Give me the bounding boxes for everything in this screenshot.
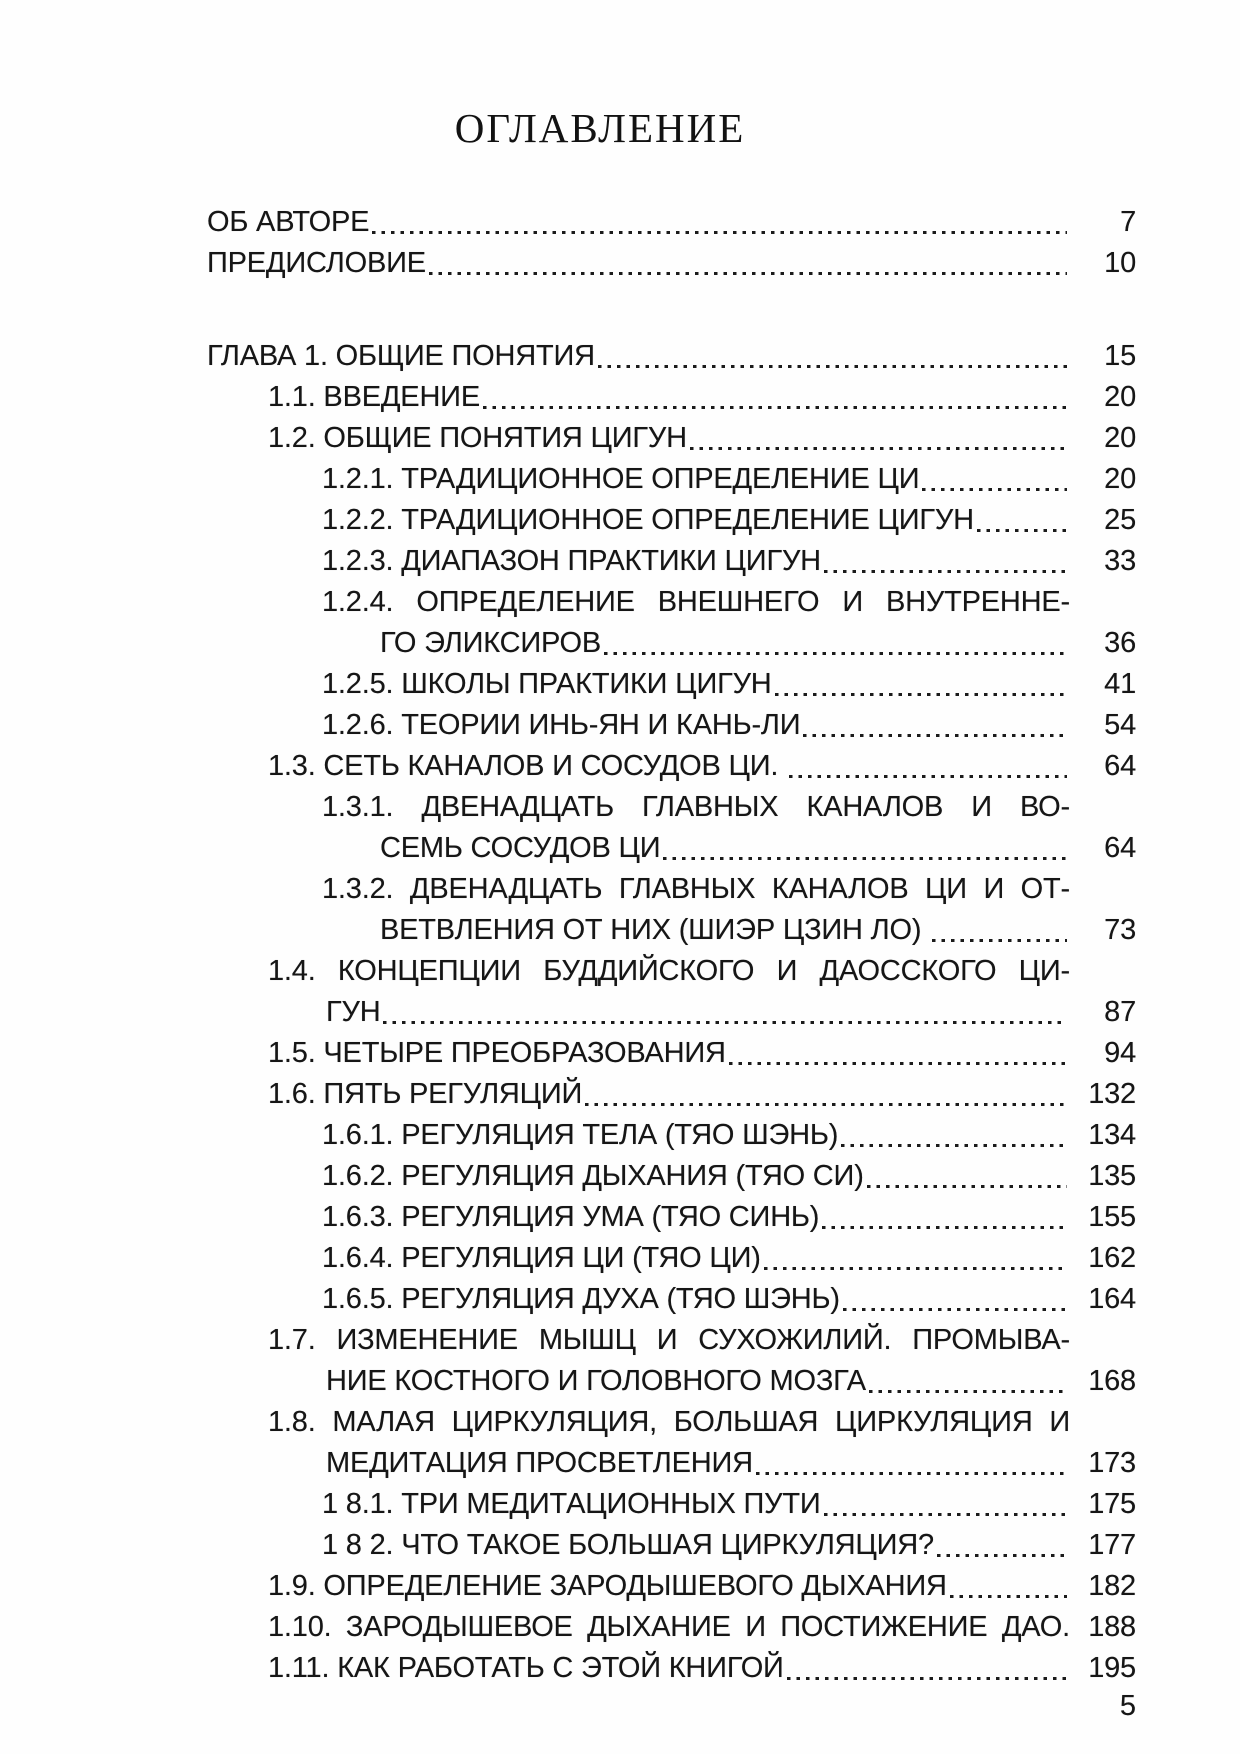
toc-entry-line — [322, 1115, 1136, 1156]
toc-entry-text: 1.3.2. ДВЕНАДЦАТЬ ГЛАВНЫХ КАНАЛОВ ЦИ И ОТ- — [322, 873, 1070, 905]
toc-entry-line — [322, 1238, 1136, 1279]
dot-leader — [660, 828, 1070, 869]
toc-entry-line — [268, 1566, 1136, 1607]
dot-leader — [595, 336, 1070, 377]
page-number: 164 — [1088, 1283, 1136, 1315]
toc-entry-text: ПРЕДИСЛОВИЕ — [207, 247, 426, 279]
dot-leader — [840, 1279, 1070, 1320]
toc-entry-text: 1.9. ОПРЕДЕЛЕНИЕ ЗАРОДЫШЕВОГО ДЫХАНИЯ — [268, 1570, 947, 1602]
dot-leader — [772, 664, 1070, 705]
toc-entry-line — [322, 1156, 1136, 1197]
dot-leader — [369, 202, 1070, 243]
page-number: 155 — [1088, 1201, 1136, 1233]
dot-leader — [800, 705, 1070, 746]
dot-leader — [838, 1115, 1070, 1156]
toc-entry-text: МЕДИТАЦИЯ ПРОСВЕТЛЕНИЯ — [326, 1447, 753, 1479]
page-number: 188 — [1088, 1611, 1136, 1643]
page-number: 64 — [1104, 750, 1136, 782]
toc-entry-line — [268, 1443, 1136, 1484]
toc-entry-line — [322, 541, 1136, 582]
dot-leader — [753, 1443, 1070, 1484]
toc-entry-line — [322, 1484, 1136, 1525]
toc-entry — [207, 377, 1136, 418]
toc-entry-text: 1.2. ОБЩИЕ ПОНЯТИЯ ЦИГУН — [268, 422, 687, 454]
toc-entry — [207, 1484, 1136, 1525]
page-number: 25 — [1104, 504, 1136, 536]
toc-entry — [207, 1074, 1136, 1115]
toc-entry-text: 1.2.5. ШКОЛЫ ПРАКТИКИ ЦИГУН — [322, 668, 772, 700]
page-number: 54 — [1104, 709, 1136, 741]
toc-entry-line — [322, 1197, 1136, 1238]
toc-entry — [207, 1156, 1136, 1197]
page-number: 20 — [1104, 381, 1136, 413]
toc-entry-line — [322, 828, 1136, 869]
toc-entry-text: 1.6. ПЯТЬ РЕГУЛЯЦИЙ — [268, 1078, 583, 1110]
toc-entry-text: 1.6.3. РЕГУЛЯЦИЯ УМА (ТЯО СИНЬ) — [322, 1201, 820, 1233]
toc-entry — [207, 1402, 1136, 1484]
toc-entry — [207, 418, 1136, 459]
page-number: 41 — [1104, 668, 1136, 700]
page-number: 162 — [1088, 1242, 1136, 1274]
dot-leader — [929, 910, 1070, 951]
toc-entry — [207, 1279, 1136, 1320]
dot-leader — [974, 500, 1070, 541]
toc-entry — [207, 1033, 1136, 1074]
toc-entry-text: 1.2.6. ТЕОРИИ ИНЬ-ЯН И КАНЬ-ЛИ — [322, 709, 801, 741]
toc-entry-line — [268, 418, 1136, 459]
toc-entry-line — [322, 1279, 1136, 1320]
toc-entry-line — [268, 1074, 1136, 1115]
dot-leader — [761, 1238, 1070, 1279]
toc-entry-line — [207, 243, 1136, 284]
dot-leader — [380, 992, 1070, 1033]
toc-entry-line — [268, 1033, 1136, 1074]
footer-page-number: 5 — [1119, 1690, 1136, 1722]
toc-entry — [207, 336, 1136, 377]
page-number: 134 — [1088, 1119, 1136, 1151]
toc-entry-text: 1.6.5. РЕГУЛЯЦИЯ ДУХА (ТЯО ШЭНЬ) — [322, 1283, 840, 1315]
toc-entry-text: ГУН — [326, 996, 381, 1028]
toc-entry-text: 1.7. ИЗМЕНЕНИЕ МЫШЦ И СУХОЖИЛИЙ. ПРОМЫВА- — [268, 1324, 1070, 1356]
toc-entry-text: 1 8 2. ЧТО ТАКОЕ БОЛЬШАЯ ЦИРКУЛЯЦИЯ? — [322, 1529, 934, 1561]
toc-entry-text: 1.2.3. ДИАПАЗОН ПРАКТИКИ ЦИГУН — [322, 545, 821, 577]
dot-leader — [480, 377, 1070, 418]
toc-entry-line — [268, 992, 1136, 1033]
toc-entry-text: ВЕТВЛЕНИЯ ОТ НИХ (ШИЭР ЦЗИН ЛО) — [380, 914, 930, 946]
toc-entry-text: ГО ЭЛИКСИРОВ — [380, 627, 602, 659]
toc-entry-line — [268, 746, 1136, 787]
toc-entry — [207, 1115, 1136, 1156]
page-number: 173 — [1088, 1447, 1136, 1479]
toc-entry — [207, 746, 1136, 787]
dot-leader — [601, 623, 1070, 664]
page-number: 132 — [1088, 1078, 1136, 1110]
dot-leader — [582, 1074, 1070, 1115]
page-number: 177 — [1088, 1529, 1136, 1561]
toc-entry-text: 1.3.1. ДВЕНАДЦАТЬ ГЛАВНЫХ КАНАЛОВ И ВО- — [322, 791, 1070, 823]
toc-entry-line — [268, 1648, 1136, 1689]
toc-entry-text: 1 8.1. ТРИ МЕДИТАЦИОННЫХ ПУТИ — [322, 1488, 821, 1520]
toc-entry-line — [268, 1607, 1136, 1648]
page-number: 64 — [1104, 832, 1136, 864]
dot-leader — [687, 418, 1070, 459]
page-number: 33 — [1104, 545, 1136, 577]
toc-entry — [207, 1320, 1136, 1402]
page-number: 87 — [1104, 996, 1136, 1028]
toc-entry-line — [207, 336, 1136, 377]
toc-entry-line — [207, 202, 1136, 243]
toc-entry-text: 1.2.4. ОПРЕДЕЛЕНИЕ ВНЕШНЕГО И ВНУТРЕННЕ- — [322, 586, 1070, 618]
toc-entry-text: 1.10. ЗАРОДЫШЕВОЕ ДЫХАНИЕ И ПОСТИЖЕНИЕ ДАО. — [268, 1611, 1070, 1643]
dot-leader — [821, 1484, 1071, 1525]
page-number: 20 — [1104, 463, 1136, 495]
dot-leader — [934, 1525, 1070, 1566]
toc-entry-line — [322, 664, 1136, 705]
toc-entry-text: 1.3. СЕТЬ КАНАЛОВ И СОСУДОВ ЦИ. — [268, 750, 787, 782]
page-number: 36 — [1104, 627, 1136, 659]
toc-entry-text: ГЛАВА 1. ОБЩИЕ ПОНЯТИЯ — [207, 340, 595, 372]
toc-entry — [207, 787, 1136, 869]
toc-entry-line — [322, 1525, 1136, 1566]
page-title: ОГЛАВЛЕНИЕ — [454, 105, 746, 151]
toc-entry — [207, 1197, 1136, 1238]
dot-leader — [786, 746, 1070, 787]
toc-entry-text: 1.5. ЧЕТЫРЕ ПРЕОБРАЗОВАНИЯ — [268, 1037, 726, 1069]
toc-entry-text: 1.2.2. ТРАДИЦИОННОЕ ОПРЕДЕЛЕНИЕ ЦИГУН — [322, 504, 974, 536]
dot-leader — [426, 243, 1070, 284]
dot-leader — [919, 459, 1070, 500]
toc-entry-text: 1.2.1. ТРАДИЦИОННОЕ ОПРЕДЕЛЕНИЕ ЦИ — [322, 463, 920, 495]
dot-leader — [821, 541, 1070, 582]
toc-entry-text: ОБ АВТОРЕ — [207, 206, 370, 238]
page-number: 94 — [1104, 1037, 1136, 1069]
page-number: 168 — [1088, 1365, 1136, 1397]
toc-entry-line — [322, 623, 1136, 664]
toc-entry-line — [268, 1361, 1136, 1402]
dot-leader — [866, 1361, 1070, 1402]
page-number: 15 — [1104, 340, 1136, 372]
toc-entry-text: 1.6.2. РЕГУЛЯЦИЯ ДЫХАНИЯ (ТЯО СИ) — [322, 1160, 864, 1192]
toc-entry — [207, 1566, 1136, 1607]
toc-entry — [207, 541, 1136, 582]
toc-entry — [207, 202, 1136, 243]
toc-entry-line — [268, 377, 1136, 418]
toc-entry-line — [322, 910, 1136, 951]
toc-entry-line — [322, 500, 1136, 541]
toc-entry — [207, 243, 1136, 284]
dot-leader — [726, 1033, 1070, 1074]
dot-leader — [947, 1566, 1070, 1607]
toc-entry-text: НИЕ КОСТНОГО И ГОЛОВНОГО МОЗГА — [326, 1365, 866, 1397]
toc-entry-line — [322, 459, 1136, 500]
page-number: 135 — [1088, 1160, 1136, 1192]
toc-entry — [207, 500, 1136, 541]
page-number: 73 — [1104, 914, 1136, 946]
toc-entry — [207, 951, 1136, 1033]
page-number: 195 — [1088, 1652, 1136, 1684]
toc-entry-line — [322, 705, 1136, 746]
toc-entry — [207, 459, 1136, 500]
toc-entry — [207, 1525, 1136, 1566]
toc-entry-text: 1.6.4. РЕГУЛЯЦИЯ ЦИ (ТЯО ЦИ) — [322, 1242, 761, 1274]
page-number: 182 — [1088, 1570, 1136, 1602]
toc-entry-text: СЕМЬ СОСУДОВ ЦИ — [380, 832, 661, 864]
table-of-contents — [207, 202, 1136, 1689]
page-number: 7 — [1120, 206, 1136, 238]
toc-entry — [207, 1607, 1136, 1648]
dot-leader — [864, 1156, 1070, 1197]
page-number: 20 — [1104, 422, 1136, 454]
dot-leader — [784, 1648, 1070, 1689]
toc-entry — [207, 1648, 1136, 1689]
toc-entry — [207, 705, 1136, 746]
toc-entry — [207, 869, 1136, 951]
toc-entry — [207, 1238, 1136, 1279]
toc-entry-text: 1.1. ВВЕДЕНИЕ — [268, 381, 480, 413]
toc-entry-text: 1.8. МАЛАЯ ЦИРКУЛЯЦИЯ, БОЛЬШАЯ ЦИРКУЛЯЦИЯ И — [268, 1406, 1070, 1438]
toc-entry — [207, 582, 1136, 664]
toc-entry-text: 1.4. КОНЦЕПЦИИ БУДДИЙСКОГО И ДАОССКОГО ЦИ- — [268, 955, 1070, 987]
toc-entry-text: 1.6.1. РЕГУЛЯЦИЯ ТЕЛА (ТЯО ШЭНЬ) — [322, 1119, 839, 1151]
page-number: 10 — [1104, 247, 1136, 279]
toc-entry-text: 1.11. КАК РАБОТАТЬ С ЭТОЙ КНИГОЙ — [268, 1652, 784, 1684]
toc-entry — [207, 664, 1136, 705]
dot-leader — [819, 1197, 1070, 1238]
page-number: 175 — [1088, 1488, 1136, 1520]
